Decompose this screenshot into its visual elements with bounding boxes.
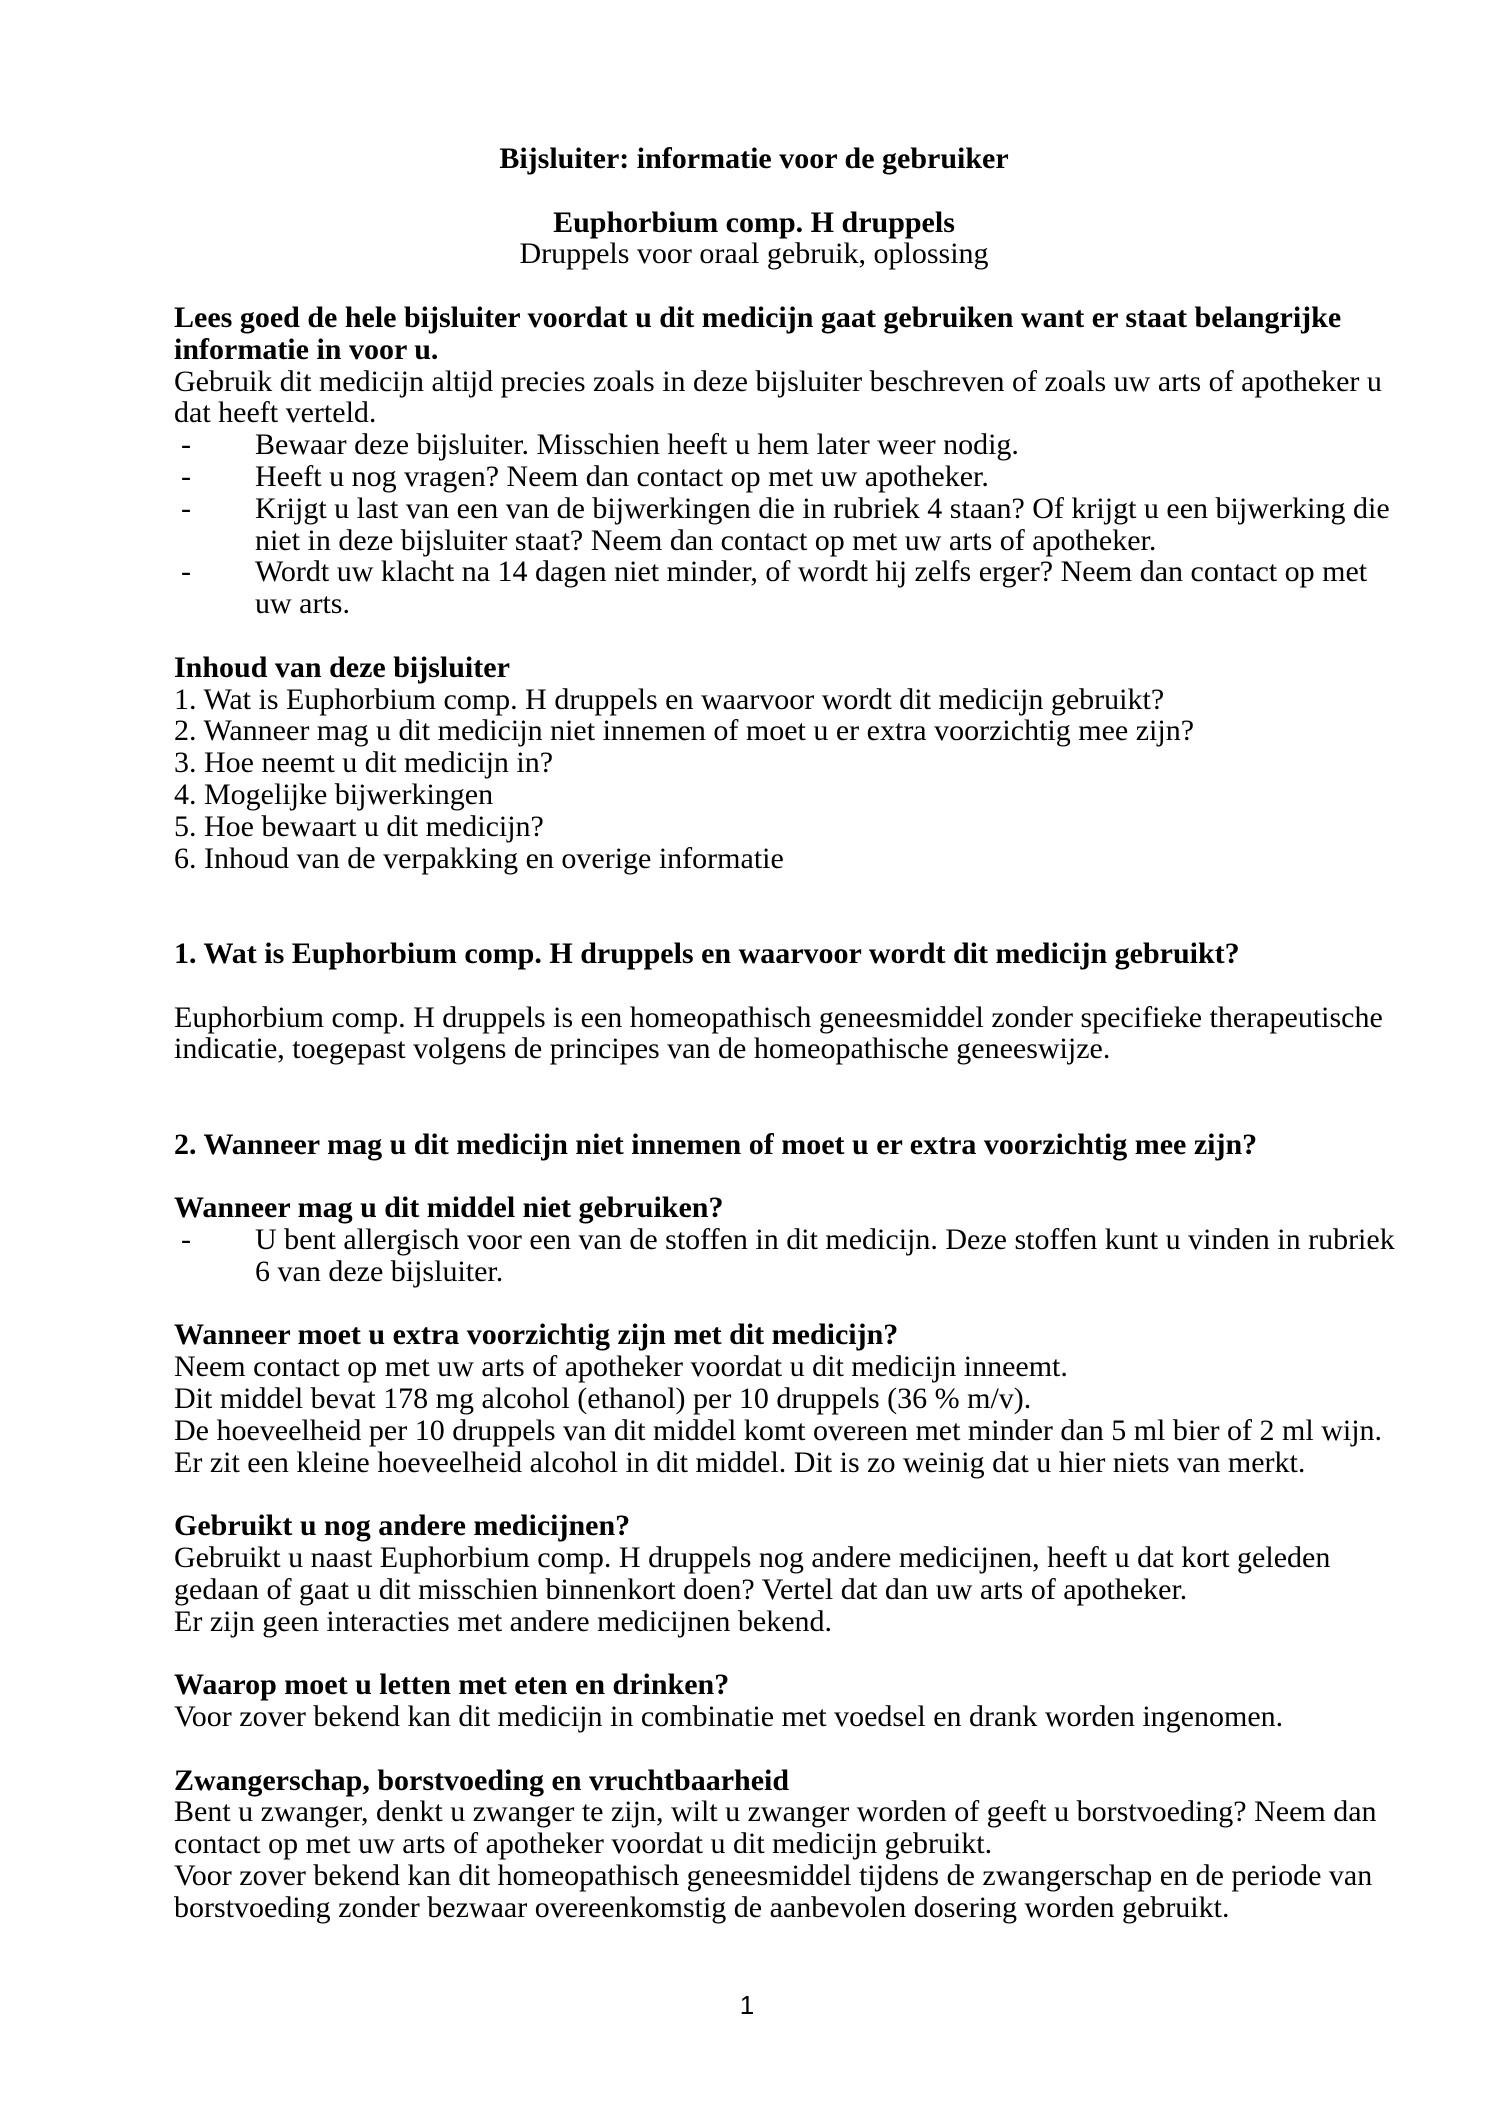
subsection-heading: Wanneer moet u extra voorzichtig zijn met dit medicijn?	[174, 1318, 899, 1352]
body-line: Voor zover bekend kan dit homeopathisch geneesmiddel tijdens de zwangerschap en de periode van	[174, 1859, 1373, 1893]
body-line: gedaan of gaat u dit misschien binnenkort doen? Vertel dat dan uw arts of apotheker.	[174, 1572, 1188, 1606]
bullet-item	[174, 555, 1368, 621]
toc-item: 6. Inhoud van de verpakking en overige informatie	[174, 841, 784, 875]
body-line: Gebruik dit medicijn altijd precies zoals in deze bijsluiter beschreven of zoals uw arts of apotheker u	[174, 364, 1382, 398]
bullet-line: 6 van deze bijsluiter.	[255, 1254, 504, 1288]
toc-heading: Inhoud van deze bijsluiter	[174, 650, 510, 684]
blank-line	[174, 1478, 1334, 1510]
subsection-heading: Zwangerschap, borstvoeding en vruchtbaarheid	[174, 1763, 790, 1797]
bullet-dash: -	[181, 459, 191, 493]
blank-line	[174, 620, 1334, 652]
bullet-line: niet in deze bijsluiter staat? Neem dan contact op met uw arts of apotheker.	[255, 523, 1157, 557]
toc-item: 3. Hoe neemt u dit medicijn in?	[174, 746, 554, 780]
document-content	[174, 142, 1395, 1924]
section-2-heading: 2. Wanneer mag u dit medicijn niet innemen of moet u er extra voorzichtig mee zijn?	[174, 1127, 1258, 1161]
body-line: Gebruikt u naast Euphorbium comp. H druppels nog andere medicijnen, heeft u dat kort geleden	[174, 1541, 1331, 1575]
blank-line	[174, 906, 1334, 938]
body-line: dat heeft verteld.	[174, 396, 377, 430]
bullet-line: uw arts.	[255, 587, 350, 621]
toc-item: 5. Hoe bewaart u dit medicijn?	[174, 809, 544, 843]
subsection-heading: Waarop moet u letten met eten en drinken?	[174, 1668, 730, 1702]
product-name: Euphorbium comp. H druppels	[553, 205, 955, 239]
subsection-heading: Gebruikt u nog andere medicijnen?	[174, 1509, 631, 1543]
bullet-line: Bewaar deze bijsluiter. Misschien heeft u hem later weer nodig.	[255, 428, 1019, 462]
body-line: Bent u zwanger, denkt u zwanger te zijn, wilt u zwanger worden of geeft u borstvoeding? Neem dan	[174, 1795, 1377, 1829]
body-line: Neem contact op met uw arts of apotheker voordat u dit medicijn inneemt.	[174, 1350, 1068, 1384]
page-number: 1	[739, 1990, 755, 2020]
body-line: Euphorbium comp. H druppels is een homeopathisch geneesmiddel zonder specifieke therapeutische	[174, 1000, 1383, 1034]
blank-line	[174, 175, 1334, 207]
blank-line	[174, 1065, 1334, 1097]
blank-line	[174, 1288, 1334, 1320]
subsection-heading: Wanneer mag u dit middel niet gebruiken?	[174, 1191, 724, 1225]
page-footer	[0, 1990, 1494, 2020]
body-line: De hoeveelheid per 10 druppels van dit middel komt overeen met minder dan 5 ml bier of 2 ml wijn.	[174, 1413, 1383, 1447]
bullet-dash: -	[181, 555, 191, 589]
bullet-line: Krijgt u last van een van de bijwerkingen die in rubriek 4 staan? Of krijgt u een bijwerking die	[255, 491, 1390, 525]
bullet-line: U bent allergisch voor een van de stoffen in dit medicijn. Deze stoffen kunt u vinden in rubriek	[255, 1223, 1395, 1257]
bullet-dash: -	[181, 1223, 191, 1257]
intro-heading-line: informatie in voor u.	[174, 332, 439, 366]
bullet-dash: -	[181, 491, 191, 525]
bullet-item	[174, 429, 1334, 461]
body-line: Er zit een kleine hoeveelheid alcohol in dit middel. Dit is zo weinig dat u hier niets van merkt.	[174, 1445, 1306, 1479]
product-form: Druppels voor oraal gebruik, oplossing	[519, 237, 989, 271]
intro-heading-line: Lees goed de hele bijsluiter voordat u dit medicijn gaat gebruiken want er staat belangrijke	[174, 300, 1342, 334]
blank-line	[174, 1161, 1334, 1193]
bullet-item	[174, 1223, 1395, 1288]
toc-item: 1. Wat is Euphorbium comp. H druppels en waarvoor wordt dit medicijn gebruikt?	[174, 682, 1165, 716]
toc-item: 2. Wanneer mag u dit medicijn niet innemen of moet u er extra voorzichtig mee zijn?	[174, 714, 1195, 748]
bullet-line: Heeft u nog vragen? Neem dan contact op met uw apotheker.	[255, 459, 989, 493]
blank-line	[174, 970, 1334, 1002]
section-1-heading: 1. Wat is Euphorbium comp. H druppels en waarvoor wordt dit medicijn gebruikt?	[174, 936, 1240, 970]
body-line: borstvoeding zonder bezwaar overeenkomstig de aanbevolen dosering worden gebruikt.	[174, 1890, 1230, 1924]
body-line: indicatie, toegepast volgens de principes van de homeopathische geneeswijze.	[174, 1032, 1111, 1066]
bullet-item	[174, 461, 1334, 493]
body-line: Er zijn geen interacties met andere medicijnen bekend.	[174, 1604, 833, 1638]
blank-line	[174, 270, 1334, 302]
bullet-item	[174, 491, 1390, 557]
blank-line	[174, 1097, 1334, 1129]
body-line: Voor zover bekend kan dit medicijn in combinatie met voedsel en drank worden ingenomen.	[174, 1700, 1284, 1734]
body-line: Dit middel bevat 178 mg alcohol (ethanol) per 10 druppels (36 % m/v).	[174, 1382, 1032, 1416]
bullet-line: Wordt uw klacht na 14 dagen niet minder, of wordt hij zelfs erger? Neem dan contact op met	[255, 555, 1368, 589]
blank-line	[174, 1637, 1334, 1669]
blank-line	[174, 874, 1334, 906]
bullet-dash: -	[181, 428, 191, 462]
leaflet-title: Bijsluiter: informatie voor de gebruiker	[499, 142, 1009, 175]
body-line: contact op met uw arts of apotheker voordat u dit medicijn gebruikt.	[174, 1827, 993, 1861]
blank-line	[174, 1733, 1334, 1765]
toc-item: 4. Mogelijke bijwerkingen	[174, 777, 494, 811]
